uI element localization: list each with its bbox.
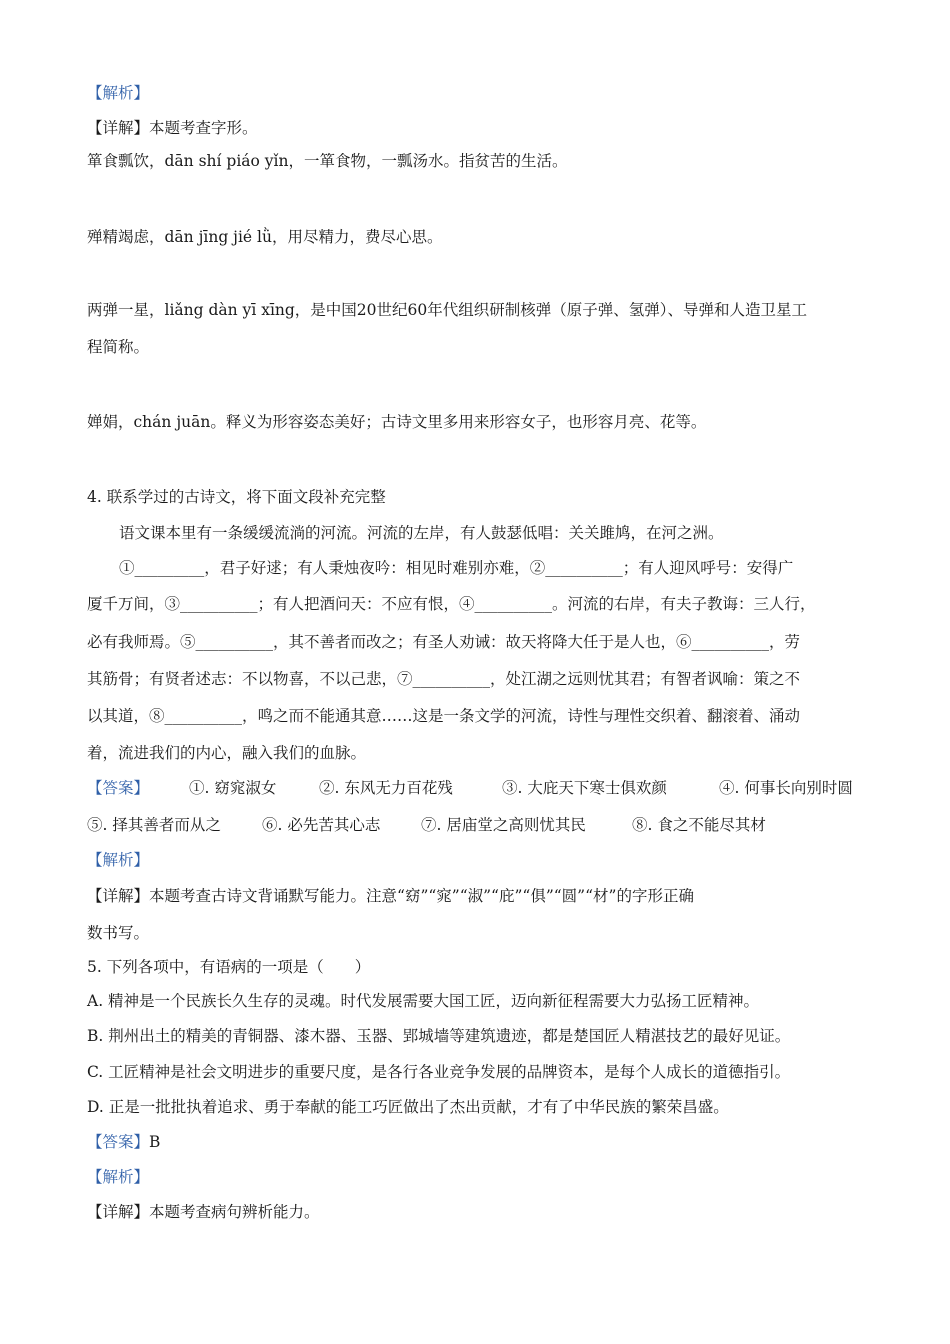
analysis-tag: 【解析】 bbox=[87, 851, 150, 869]
detail-line bbox=[87, 885, 694, 907]
passage-line: 语文课本里有一条缓缓流淌的河流。河流的左岸，有人鼓瑟低唱：关关雎鸠，在河之洲。 bbox=[119, 524, 724, 542]
answer-item: ②. 东风无力百花残 bbox=[319, 779, 453, 797]
detail-text: 本题考查古诗文背诵默写能力。注意“窈”“窕”“淑”“庇”“俱”“圆”“材”的字形正确 bbox=[149, 887, 694, 905]
detail-tag: 【详解】 bbox=[87, 887, 150, 905]
detail-line: 数书写。 bbox=[87, 924, 150, 942]
detail-line bbox=[87, 117, 258, 139]
answer-item: ①. 窈窕淑女 bbox=[189, 779, 277, 797]
option-b: B. 荆州出土的精美的青铜器、漆木器、玉器、郢城墙等建筑遗迹，都是楚国匠人精湛技艺的最好见证。 bbox=[87, 1027, 791, 1045]
answer-value: B bbox=[149, 1133, 161, 1151]
passage-line: 以其道，⑧__________，鸣之而不能通其意……这是一条文学的河流，诗性与理性交织着、翻滚着、涌动 bbox=[87, 707, 801, 725]
answer-item: ⑤. 择其善者而从之 bbox=[87, 816, 221, 834]
answer-item: ⑦. 居庙堂之高则忧其民 bbox=[421, 816, 586, 834]
passage-line: 其筋骨；有贤者述志：不以物喜，不以己悲，⑦__________，处江湖之远则忧其君；有智者讽喻：策之不 bbox=[87, 670, 801, 688]
answer-line bbox=[87, 1131, 160, 1153]
passage-line: 厦千万间，③__________；有人把酒问天：不应有恨，④__________。河流的右岸，有夫子教诲：三人行， bbox=[87, 595, 816, 613]
option-a: A. 精神是一个民族长久生存的灵魂。时代发展需要大国工匠，迈向新征程需要大力弘扬工匠精神。 bbox=[87, 992, 760, 1010]
explanation-line: 婵娟，chán juān。释义为形容姿态美好；古诗文里多用来形容女子，也形容月亮、花等。 bbox=[87, 413, 707, 431]
detail-text: 本题考查字形。 bbox=[149, 119, 258, 137]
answer-item: ⑥. 必先苦其心志 bbox=[262, 816, 381, 834]
analysis-tag: 【解析】 bbox=[87, 1168, 150, 1186]
option-d: D. 正是一批批执着追求、勇于奉献的能工巧匠做出了杰出贡献，才有了中华民族的繁荣昌盛。 bbox=[87, 1098, 729, 1116]
passage-line: 必有我师焉。⑤__________，其不善者而改之；有圣人劝诫：故天将降大任于是人也，⑥__________，劳 bbox=[87, 633, 801, 651]
explanation-line: 箪食瓢饮，dān shí piáo yǐn，一箪食物，一瓢汤水。指贫苦的生活。 bbox=[87, 152, 568, 170]
option-c: C. 工匠精神是社会文明进步的重要尺度，是各行各业竞争发展的品牌资本，是每个人成长的道德指引。 bbox=[87, 1063, 791, 1081]
detail-line bbox=[87, 1201, 320, 1223]
analysis-tag: 【解析】 bbox=[87, 84, 150, 102]
answer-item: ⑧. 食之不能尽其材 bbox=[632, 816, 766, 834]
passage-line: 着，流进我们的内心，融入我们的血脉。 bbox=[87, 744, 367, 762]
detail-tag: 【详解】 bbox=[87, 1203, 150, 1221]
answer-item: ④. 何事长向别时圆 bbox=[719, 779, 853, 797]
detail-text: 本题考查病句辨析能力。 bbox=[149, 1203, 320, 1221]
passage-line: ①_________，君子好逑；有人秉烛夜吟：相见时难别亦难，②__________；有人迎风呼号：安得广 bbox=[119, 559, 794, 577]
explanation-line: 殚精竭虑，dān jīng jié lǜ，用尽精力，费尽心思。 bbox=[87, 228, 443, 246]
question-title: 4. 联系学过的古诗文，将下面文段补充完整 bbox=[87, 488, 386, 506]
explanation-line: 程简称。 bbox=[87, 338, 150, 356]
explanation-line: 两弹一星，liǎng dàn yī xīng，是中国20世纪60年代组织研制核弹（原子弹、氢弹）、导弹和人造卫星工 bbox=[87, 301, 808, 319]
answer-tag: 【答案】 bbox=[87, 779, 150, 797]
question-title: 5. 下列各项中，有语病的一项是（ ） bbox=[87, 958, 371, 976]
detail-tag: 【详解】 bbox=[87, 119, 150, 137]
answer-tag: 【答案】 bbox=[87, 1133, 150, 1151]
answer-item: ③. 大庇天下寒士俱欢颜 bbox=[502, 779, 667, 797]
